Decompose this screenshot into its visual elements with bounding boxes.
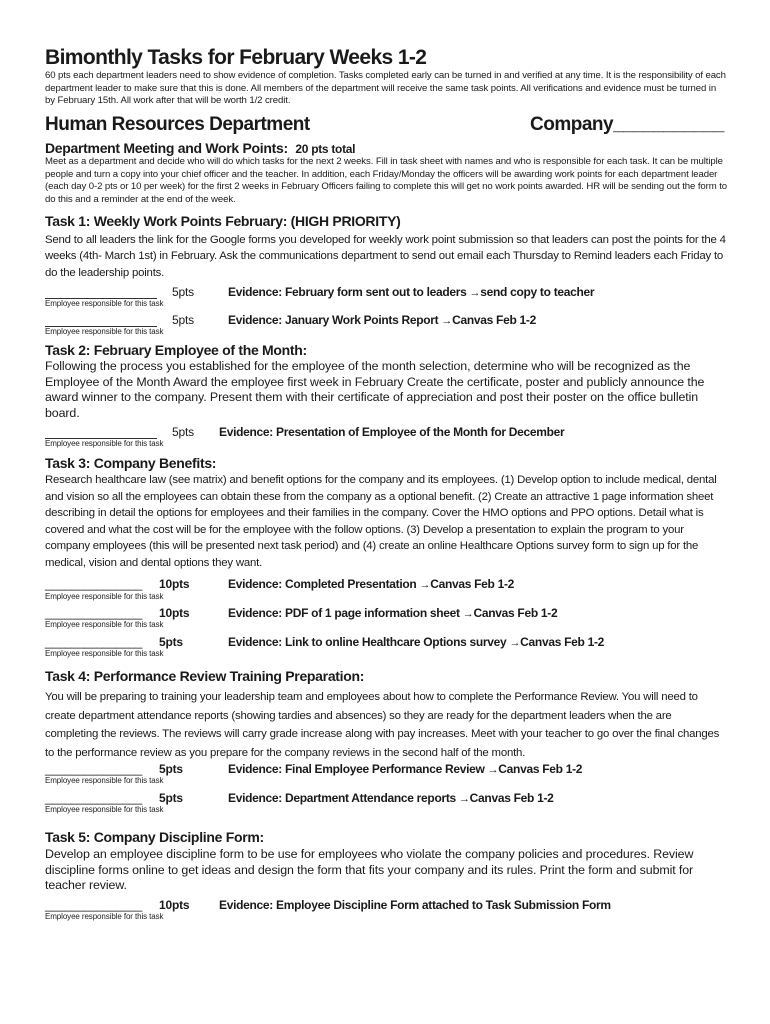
department-heading: Human Resources Department	[45, 114, 310, 135]
evidence-text: Evidence: PDF of 1 page information sheet	[228, 606, 460, 620]
evidence-target: Canvas Feb 1-2	[452, 313, 536, 327]
responsible-blank[interactable]: _______________	[45, 606, 143, 620]
arrow-icon: →	[462, 608, 474, 620]
task-points: 10pts	[159, 898, 190, 912]
task-points: 5pts	[159, 791, 183, 805]
task-points: 5pts	[159, 635, 183, 649]
task-points: 10pts	[159, 606, 190, 620]
responsible-label: Employee responsible for this task	[45, 592, 164, 601]
evidence-line	[228, 577, 514, 591]
responsible-label: Employee responsible for this task	[45, 439, 164, 448]
arrow-icon: →	[419, 579, 431, 591]
task-3-heading: Task 3: Company Benefits:	[45, 455, 217, 471]
evidence-line	[228, 635, 604, 649]
task-5-paragraph: Develop an employee discipline form to be use for employees who violate the company policies and procedures. Review discipline forms online to get ideas and design the form that fits your company and its rules. Print the form and submit for teacher review.	[45, 847, 694, 892]
meeting-points: 20 pts total	[295, 142, 356, 156]
task-4-heading: Task 4: Performance Review Training Preparation:	[45, 668, 365, 684]
task-points: 5pts	[159, 762, 183, 776]
task-4-paragraph: You will be preparing to training your leadership team and employees about how to complete the Performance Review. You will need to create department attendance reports (showing tardies and absences) so they are ready for the department leaders when the are completing the reviews. The reviews will carry grade increase along with pay increases. Meet with your teacher to go over the final changes to the performance review as you prepare for the company reviews in the second half of the month.	[45, 691, 720, 759]
task-2-heading: Task 2: February Employee of the Month:	[45, 342, 307, 358]
task-points: 5pts	[172, 425, 194, 439]
evidence-line	[228, 313, 536, 327]
evidence-line	[228, 285, 594, 299]
task-1-paragraph: Send to all leaders the link for the Google forms you developed for weekly work point submission so that leaders can post the points for the 4 weeks (4th- March 1st) in February. Ask the communications department to send out email each Thursday to Remind leaders each Friday to do the leadership points.	[45, 234, 726, 279]
responsible-label: Employee responsible for this task	[45, 299, 164, 308]
arrow-icon: →	[458, 793, 470, 805]
evidence-text: Evidence: Department Attendance reports	[228, 791, 456, 805]
responsible-label: Employee responsible for this task	[45, 805, 164, 814]
responsible-blank[interactable]: _______________	[45, 762, 143, 776]
evidence-target: Canvas Feb 1-2	[473, 606, 558, 620]
task-points: 10pts	[159, 577, 190, 591]
evidence-target: Canvas Feb 1-2	[469, 791, 554, 805]
meeting-heading-label: Department Meeting and Work Points:	[45, 140, 288, 156]
page-title: Bimonthly Tasks for February Weeks 1-2	[45, 46, 427, 69]
task-points: 5pts	[172, 285, 194, 299]
evidence-text: Evidence: Link to online Healthcare Options survey	[228, 635, 507, 649]
evidence-line	[219, 898, 611, 912]
task-1-heading: Task 1: Weekly Work Points February: (HIGH PRIORITY)	[45, 213, 401, 229]
evidence-target: send copy to teacher	[480, 285, 595, 299]
responsible-label: Employee responsible for this task	[45, 912, 164, 921]
evidence-text: Evidence: Final Employee Performance Review	[228, 762, 485, 776]
evidence-text: Evidence: Completed Presentation	[228, 577, 417, 591]
evidence-target: Canvas Feb 1-2	[520, 635, 605, 649]
evidence-target: Canvas Feb 1-2	[430, 577, 515, 591]
evidence-line	[228, 606, 557, 620]
evidence-line	[219, 425, 564, 439]
evidence-text: Evidence: February form sent out to leaders	[228, 285, 467, 299]
evidence-text: Evidence: Employee Discipline Form attached to Task Submission Form	[219, 898, 611, 912]
task-3-paragraph: Research healthcare law (see matrix) and benefit options for the company and its employees. (1) Develop option to include medical, dental and vision so all the employees can obtain these from the company as a optional benefit. (2) Create an attractive 1 page information sheet describing in detail the options for employees and their families in the company. Cover the HMO options and PPO options. Detail what is covered and what the cost will be for the employee with the follow options. (3) Develop a presentation to explain the program to your company employees (this will be presented next task period) and (4) create an online Healthcare Options survey form to sign up for the medical, vision and dental options they want.	[45, 474, 717, 569]
arrow-icon: →	[441, 315, 453, 327]
responsible-blank[interactable]: _______________	[45, 635, 143, 649]
intro-paragraph: 60 pts each department leaders need to show evidence of completion. Tasks completed early can be turned in and verified at any time. It is the responsibility of each department leader to make sure that this is done. All members of the department will receive the same task points. All verifications and evidence must be turned in by February 15th. All work after that will be worth 1/2 credit.	[45, 70, 726, 106]
arrow-icon: →	[487, 764, 499, 776]
responsible-label: Employee responsible for this task	[45, 327, 164, 336]
company-field[interactable]: Company___________	[530, 114, 724, 135]
arrow-icon: →	[469, 287, 481, 299]
meeting-heading	[45, 140, 355, 156]
evidence-text: Evidence: January Work Points Report	[228, 313, 439, 327]
evidence-target: Canvas Feb 1-2	[498, 762, 583, 776]
responsible-label: Employee responsible for this task	[45, 649, 164, 658]
task-5-heading: Task 5: Company Discipline Form:	[45, 829, 264, 845]
responsible-blank[interactable]: _______________	[45, 898, 143, 912]
task-2-paragraph: Following the process you established for the employee of the month selection, determine who will be recognized as the Employee of the Month Award the employee first week in February Create the certificate, poster and publicly announce the award winner to the company. Present them with their certificate of appreciation and post their poster on the office bulletin board.	[45, 359, 705, 420]
responsible-blank[interactable]: _______________	[45, 791, 143, 805]
meeting-paragraph: Meet as a department and decide who will do which tasks for the next 2 weeks. Fill in task sheet with names and who is responsible for each task. It can be multiple people and turn a copy into your chief officer and the teacher. In addition, each Friday/Monday the officers will be awarding work points for each department leader (each day 0-2 pts or 10 per week) for the first 2 weeks in February Officers failing to complete this will get no work points awarded. HR will be sending out the form to do this and a reminder at the end of the week.	[45, 156, 727, 205]
responsible-label: Employee responsible for this task	[45, 776, 164, 785]
responsible-label: Employee responsible for this task	[45, 620, 164, 629]
task-points: 5pts	[172, 313, 194, 327]
arrow-icon: →	[509, 637, 521, 649]
responsible-blank[interactable]: _______________	[45, 577, 143, 591]
evidence-line	[228, 791, 554, 805]
evidence-line	[228, 762, 582, 776]
evidence-text: Evidence: Presentation of Employee of the Month for December	[219, 425, 565, 439]
